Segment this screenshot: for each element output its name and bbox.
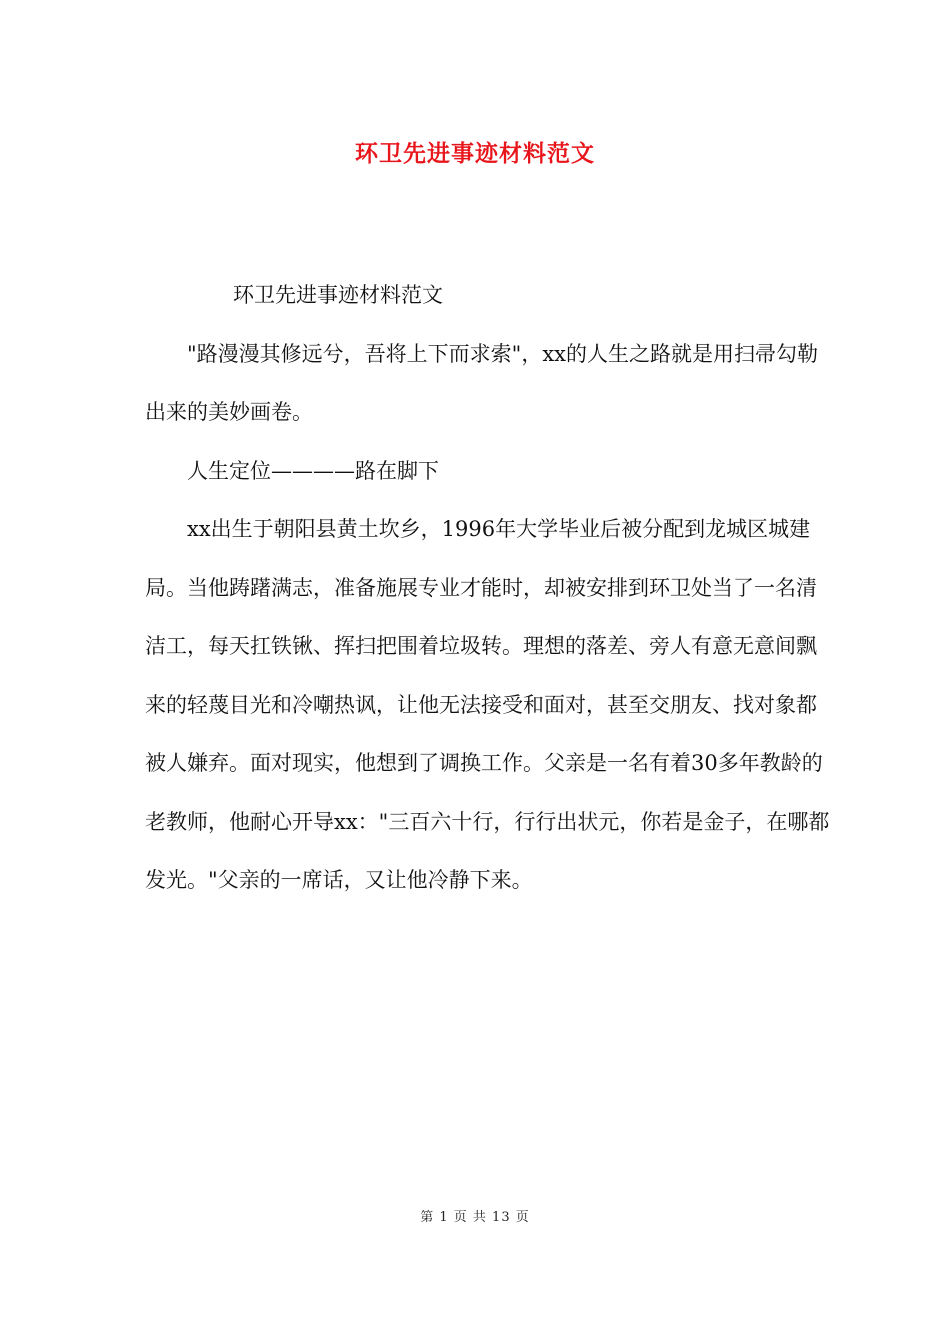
body-subtitle: 环卫先进事迹材料范文 — [233, 283, 443, 307]
paragraph-story: xx出生于朝阳县黄土坎乡，1996年大学毕业后被分配到龙城区城建局。当他踌躇满志，准备施展专业才能时，却被安排到环卫处当了一名清洁工，每天扛铁锹、挥扫把围着垃圾转。理想的落差、旁人有意无意间飘来的轻蔑目光和冷嘲热讽，让他无法接受和面对，甚至交朋友、找对象都被人嫌弃。面对现实，他想到了调换工作。父亲是一名有着30多年教龄的老教师，他耐心开导xx："三百六十行，行行出状元，你若是金子，在哪都发光。"父亲的一席话，又让他冷静下来。 — [145, 517, 830, 892]
document-title: 环卫先进事迹材料范文 — [355, 140, 595, 167]
document-body — [145, 266, 835, 910]
page-number-footer: 第 1 页 共 13 页 — [420, 1210, 530, 1225]
section-heading: 人生定位————路在脚下 — [187, 458, 439, 483]
paragraph-intro: "路漫漫其修远兮，吾将上下而求索"，xx的人生之路就是用扫帚勾勒出来的美妙画卷。 — [145, 341, 819, 424]
